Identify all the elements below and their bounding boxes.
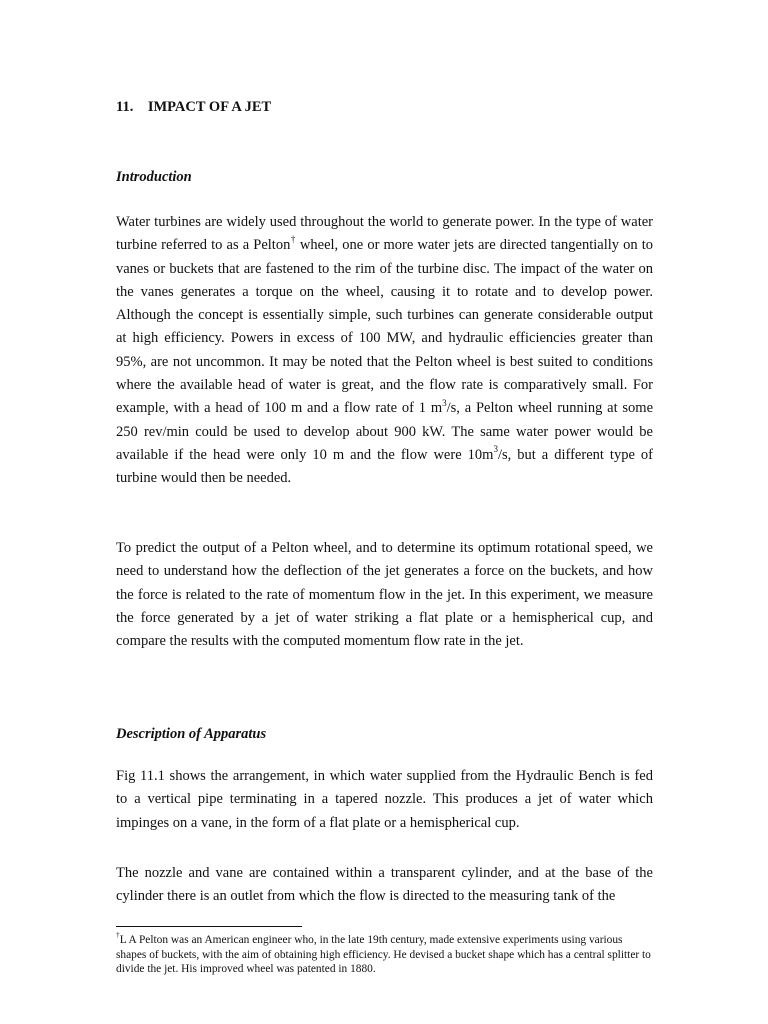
- dagger-footnote-marker: †: [290, 234, 296, 245]
- cubed-superscript: 3: [442, 397, 447, 408]
- introduction-paragraph-2: To predict the output of a Pelton wheel, and to determine its optimum rotational speed, we need to understand how the deflection of the jet generates a force on the buckets, and how the force is related to the rate of momentum flow in the jet. In this experiment, we measure the force generated by a jet of water striking a flat plate or a hemispherical cup, and compare the results with the computed momentum flow rate in the jet.: [116, 540, 653, 650]
- footnote: [116, 930, 655, 977]
- intro-p1-text-3: /s, a Pelton wheel running at some 250 rev/min could be used to develop about 900 kW. The same water power would be available if the head were only 10 m and the flow were 10m: [116, 400, 654, 463]
- footnote-marker: †: [116, 930, 120, 940]
- cubed-superscript: 3: [493, 444, 498, 455]
- apparatus-paragraph-2: The nozzle and vane are contained within a transparent cylinder, and at the base of the cylinder there is an outlet from which the flow is directed to the measuring tank of the: [116, 865, 653, 905]
- intro-p1-text-1: Water turbines are widely used throughout the world to generate power. In the type of water turbine referred to as a Pelton: [116, 214, 653, 254]
- intro-p1-text-2: wheel, one or more water jets are directed tangentially on to vanes or buckets that are fastened to the rim of the turbine disc. The impact of the water on the vanes generates a torque on the wheel, causing it to rotate and to develop power. Although the concept is essentially simple, such turbines can generate considerable output at high efficiency. Powers in excess of 100 MW, and hydraulic efficiencies greater than 95%, are not uncommon. It may be noted that the Pelton wheel is best suited to conditions where the available head of water is great, and the flow rate is comparatively small. For example, with a head of 100 m and a flow rate of 1 m: [116, 237, 654, 417]
- introduction-paragraph-1: [116, 211, 653, 491]
- apparatus-heading: Description of Apparatus: [116, 726, 267, 742]
- intro-p1-text-4: /s, but a different type of turbine would then be needed.: [116, 446, 653, 487]
- introduction-heading: Introduction: [116, 169, 192, 185]
- footnote-text: L A Pelton was an American engineer who, in the late 19th century, made extensive experiments using various shapes of buckets, with the aim of obtaining high efficiency. He devised a bucket shape which has a central splitter to divide the jet. His improved wheel was patented in 1880.: [116, 934, 651, 975]
- section-title: 11. IMPACT OF A JET: [116, 99, 272, 115]
- apparatus-paragraph-1: Fig 11.1 shows the arrangement, in which water supplied from the Hydraulic Bench is fed to a vertical pipe terminating in a tapered nozzle. This produces a jet of water which impinges on a vane, in the form of a flat plate or a hemispherical cup.: [116, 768, 653, 831]
- footnote-divider: [116, 926, 302, 927]
